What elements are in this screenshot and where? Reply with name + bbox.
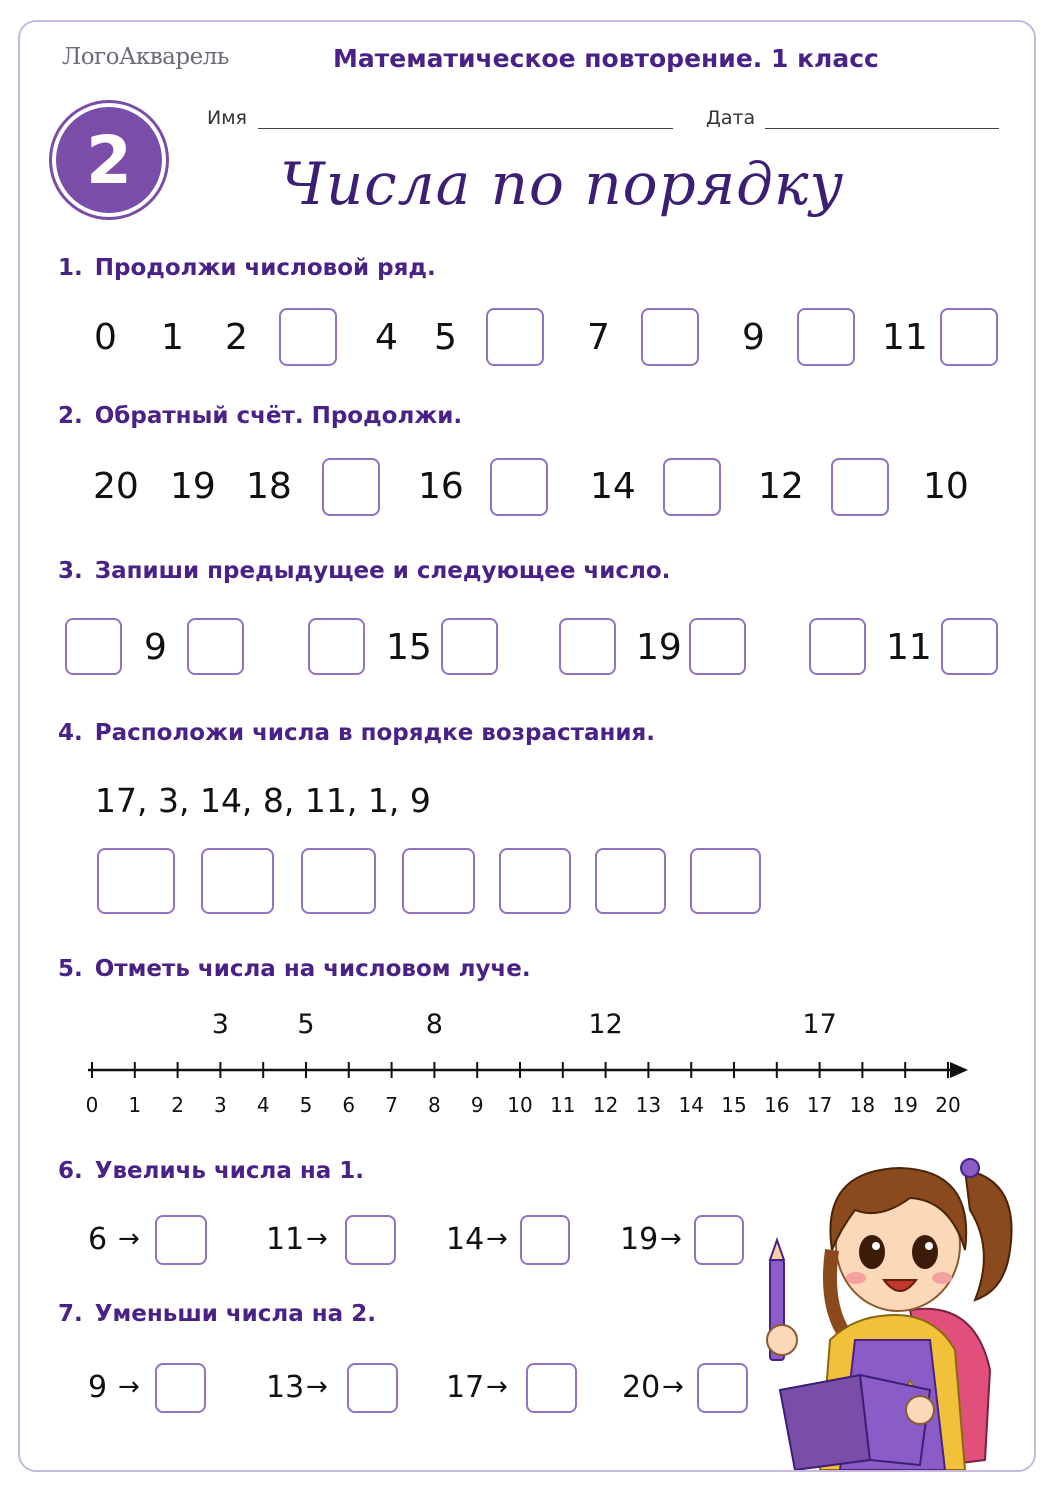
number-line-tick-label: 9 [470, 1093, 484, 1117]
number-to-mark: 17 [802, 1009, 837, 1040]
number-line-tick-label: 19 [892, 1093, 918, 1117]
arrow-icon: → [118, 1224, 140, 1254]
number-line-tick-label: 17 [806, 1093, 833, 1117]
answer-box[interactable] [301, 848, 376, 914]
task-number: 3. [58, 558, 83, 584]
task-text: Увеличь числа на 1. [94, 1158, 365, 1184]
number-line-tick-label: 7 [385, 1093, 398, 1117]
task-6-heading [58, 1158, 364, 1184]
task-number: 4. [58, 720, 83, 746]
answer-box[interactable] [155, 1363, 206, 1413]
arrow-icon: → [486, 1224, 508, 1254]
sequence-number: 2 [225, 317, 248, 358]
answer-box[interactable] [689, 618, 746, 675]
arrow-head-icon [950, 1062, 968, 1078]
task-3-heading [58, 558, 670, 584]
answer-box[interactable] [520, 1215, 570, 1265]
task-7-heading [58, 1301, 376, 1327]
number-line-tick-label: 15 [721, 1093, 747, 1117]
answer-box[interactable] [641, 308, 699, 366]
sequence-number: 7 [587, 317, 610, 358]
number-line-tick-label: 12 [592, 1093, 619, 1117]
task-2-heading [58, 403, 462, 429]
number-line-tick-label: 16 [764, 1093, 790, 1117]
answer-box[interactable] [155, 1215, 207, 1265]
answer-box[interactable] [345, 1215, 396, 1265]
logo: ЛогоАкварель [62, 44, 229, 70]
number-to-mark: 3 [211, 1009, 229, 1040]
sequence-number: 0 [94, 317, 117, 358]
number-to-mark: 8 [425, 1009, 443, 1040]
number-line-tick-label: 2 [171, 1093, 184, 1117]
given-number: 11 [266, 1222, 305, 1257]
task-text: Запиши предыдущее и следующее число. [94, 558, 671, 584]
number-line-tick-label: 13 [635, 1093, 662, 1117]
given-number: 13 [266, 1370, 305, 1405]
answer-box[interactable] [187, 618, 244, 675]
answer-box[interactable] [559, 618, 616, 675]
sequence-number: 9 [742, 317, 765, 358]
number-line-tick-label: 8 [428, 1093, 441, 1117]
number-line-tick-label: 10 [507, 1093, 533, 1117]
number-line-tick-label: 11 [550, 1093, 576, 1117]
sequence-number: 14 [590, 466, 636, 507]
arrow-icon: → [306, 1372, 328, 1402]
given-number: 19 [620, 1222, 659, 1257]
number-list: 17, 3, 14, 8, 11, 1, 9 [95, 781, 431, 820]
date-field[interactable] [765, 128, 999, 129]
number-to-mark: 5 [297, 1009, 315, 1040]
answer-box[interactable] [831, 458, 889, 516]
answer-box[interactable] [347, 1363, 398, 1413]
sequence-number: 11 [882, 317, 928, 358]
number-line-tick-label: 4 [256, 1093, 270, 1117]
given-number: 11 [886, 627, 932, 668]
given-number: 14 [446, 1222, 485, 1257]
answer-box[interactable] [322, 458, 380, 516]
answer-box[interactable] [279, 308, 337, 366]
given-number: 17 [446, 1370, 485, 1405]
answer-box[interactable] [940, 308, 998, 366]
task-number: 5. [58, 956, 83, 982]
number-line [80, 1040, 980, 1125]
sequence-number: 1 [161, 317, 184, 358]
number-line-tick-label: 5 [299, 1093, 313, 1117]
given-number: 6 [88, 1222, 108, 1257]
task-text: Расположи числа в порядке возрастания. [94, 720, 656, 746]
sequence-number: 16 [418, 466, 464, 507]
sequence-number: 20 [93, 466, 139, 507]
answer-box[interactable] [526, 1363, 577, 1413]
arrow-icon: → [660, 1224, 682, 1254]
sequence-number: 5 [434, 317, 457, 358]
date-label: Дата [706, 107, 756, 129]
task-4-heading [58, 720, 655, 746]
sequence-number: 10 [923, 466, 969, 507]
number-line-tick-label: 14 [678, 1093, 704, 1117]
task-text: Обратный счёт. Продолжи. [94, 403, 463, 429]
answer-box[interactable] [65, 618, 122, 675]
sequence-number: 19 [170, 466, 216, 507]
answer-box[interactable] [595, 848, 666, 914]
number-line-tick-label: 0 [85, 1093, 99, 1117]
arrow-icon: → [662, 1372, 684, 1402]
given-number: 15 [386, 627, 432, 668]
lesson-number-badge [52, 103, 166, 217]
answer-box[interactable] [486, 308, 544, 366]
answer-box[interactable] [490, 458, 548, 516]
task-number: 2. [58, 403, 83, 429]
given-number: 20 [622, 1370, 661, 1405]
task-text: Уменьши числа на 2. [94, 1301, 376, 1327]
answer-box[interactable] [663, 458, 721, 516]
sequence-number: 18 [246, 466, 292, 507]
number-line-tick-label: 6 [342, 1093, 356, 1117]
sequence-number: 12 [758, 466, 804, 507]
given-number: 9 [88, 1370, 108, 1405]
number-to-mark: 12 [588, 1009, 623, 1040]
arrow-icon: → [118, 1372, 140, 1402]
worksheet-header: Математическое повторение. 1 класс [333, 44, 879, 73]
number-line-marks [80, 995, 980, 1045]
task-number: 1. [58, 255, 83, 281]
task-text: Продолжи числовой ряд. [94, 255, 436, 281]
answer-box[interactable] [97, 848, 175, 914]
answer-box[interactable] [809, 618, 866, 675]
girl-illustration [760, 1140, 1030, 1470]
given-number: 9 [144, 627, 167, 668]
given-number: 19 [636, 627, 682, 668]
answer-box[interactable] [308, 618, 365, 675]
number-line-tick-label: 3 [214, 1093, 227, 1117]
task-1-heading [58, 255, 436, 281]
answer-box[interactable] [499, 848, 571, 914]
badge-number: 2 [86, 121, 132, 199]
number-line-tick-label: 18 [849, 1093, 876, 1117]
answer-box[interactable] [797, 308, 855, 366]
number-line-tick-label: 20 [935, 1093, 961, 1117]
answer-box[interactable] [201, 848, 274, 914]
number-line-tick-label: 1 [128, 1093, 142, 1117]
arrow-icon: → [486, 1372, 508, 1402]
answer-box[interactable] [694, 1215, 744, 1265]
answer-box[interactable] [697, 1363, 748, 1413]
task-5-heading [58, 956, 531, 982]
answer-box[interactable] [402, 848, 475, 914]
sequence-number: 4 [375, 317, 398, 358]
name-label: Имя [207, 107, 247, 129]
answer-box[interactable] [690, 848, 761, 914]
answer-box[interactable] [941, 618, 998, 675]
page-title: Числа по порядку [280, 150, 845, 218]
answer-box[interactable] [441, 618, 498, 675]
arrow-icon: → [306, 1224, 328, 1254]
task-text: Отметь числа на числовом луче. [94, 956, 531, 982]
task-number: 6. [58, 1158, 83, 1184]
task-number: 7. [58, 1301, 83, 1327]
name-field[interactable] [258, 128, 673, 129]
